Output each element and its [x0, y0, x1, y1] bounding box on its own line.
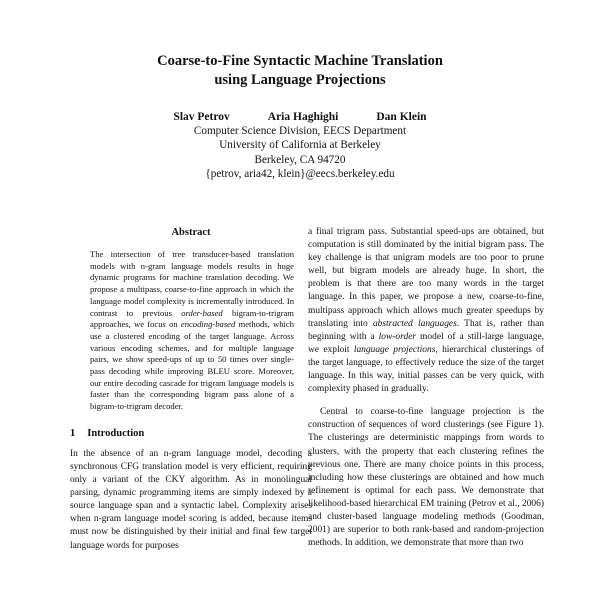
- section-title: Introduction: [87, 427, 145, 439]
- paper-title: [60, 52, 540, 90]
- left-column: [70, 226, 312, 553]
- affiliation: [60, 124, 540, 181]
- abstract-heading: Abstract: [171, 227, 211, 238]
- introduction-text: In the absence of an n-gram language model, decoding a synchronous CFG translation model is very efficient, requiring only a variant of the CKY algorithm. As in monolingual parsing, dynamic programming items are simply indexed by a source language span and a syntactic label. Complexity arises when n-gram language model scoring is added, because items must now be distinguished by their initial and final few target language words for purposes: [70, 448, 312, 551]
- right-column: [308, 226, 544, 550]
- abstract-segment: bigram-to-trigram approaches, we focus on: [90, 307, 294, 330]
- author-name: Slav Petrov: [173, 111, 230, 123]
- section-number: 1: [70, 427, 76, 439]
- text-emphasis: low-order: [378, 331, 417, 342]
- author-list: [60, 110, 540, 124]
- section-heading: [70, 427, 312, 441]
- title-line-1: Coarse-to-Fine Syntactic Machine Translation: [157, 53, 443, 69]
- abstract-segment: The intersection of tree transducer-based translation models with n-gram language models results in huge dynamic programs for machine translation decoding. We propose a multipass, coarse-to-fine approach in which the language model complexity is incrementally introduced. In contrast to previous: [90, 249, 294, 318]
- abstract-text: [90, 249, 294, 413]
- affiliation-department: Computer Science Division, EECS Department: [193, 125, 407, 137]
- text-segment: model of a still-large language, we exploit: [308, 331, 545, 355]
- affiliation-email: {petrov, aria42, klein}@eecs.berkeley.edu: [205, 167, 395, 180]
- text-emphasis: language projections: [353, 344, 436, 355]
- abstract-emphasis: order-based: [181, 307, 223, 318]
- abstract-segment: methods, which use a clustered encoding of the target language. Across various encoding schemes, and for multiple language pairs, we show speed-ups of up to 50 times over single-pass decoding while improving BLEU score. Moreover, our entire decoding cascade for trigram language models is faster than the corresponding bigram pass alone of a bigram-to-trigram decoder.: [90, 319, 294, 412]
- author-name: Dan Klein: [376, 111, 427, 123]
- body-paragraph: Central to coarse-to-fine language projection is the construction of sequences of word clusterings (see Figure 1). The clusterings are deterministic mappings from words to clusters, with the property that each clustering refines the previous one. There are many choice points in this process, including how these clusterings are obtained and how much refinement is optimal for each pass. We demonstrate that likelihood-based hierarchical EM training (Petrov et al., 2006) and cluster-based language modeling methods (Goodman, 2001) are superior to both rank-based and random-projection methods. In addition, we demonstrate that more than two: [308, 407, 544, 549]
- author-name: Aria Haghighi: [267, 111, 339, 123]
- affiliation-university: University of California at Berkeley: [219, 139, 381, 152]
- text-segment: a final trigram pass. Substantial speed-ups are obtained, but computation is still dominated by the initial bigram pass. The key challenge is that unigram models are too poor to prune well, but bigram models are already huge. In short, the problem is that there are too many words in the target language. In this paper, we propose a new, coarse-to-fine, multipass approach which allows much greater speedups by translating into: [308, 227, 544, 329]
- abstract-emphasis: encoding-based: [180, 319, 236, 330]
- text-segment: . That is, rather than beginning with a: [308, 318, 544, 342]
- text-segment: , hierarchical clusterings of the target language, to effectively reduce the size of the target language. In this way, initial passes can be very quick, with complexity phased in gradually.: [308, 344, 544, 395]
- body-paragraph: [308, 226, 544, 396]
- text-emphasis: abstracted languages: [372, 318, 457, 329]
- affiliation-city: Berkeley, CA 94720: [254, 153, 346, 166]
- title-line-2: using Language Projections: [214, 72, 386, 88]
